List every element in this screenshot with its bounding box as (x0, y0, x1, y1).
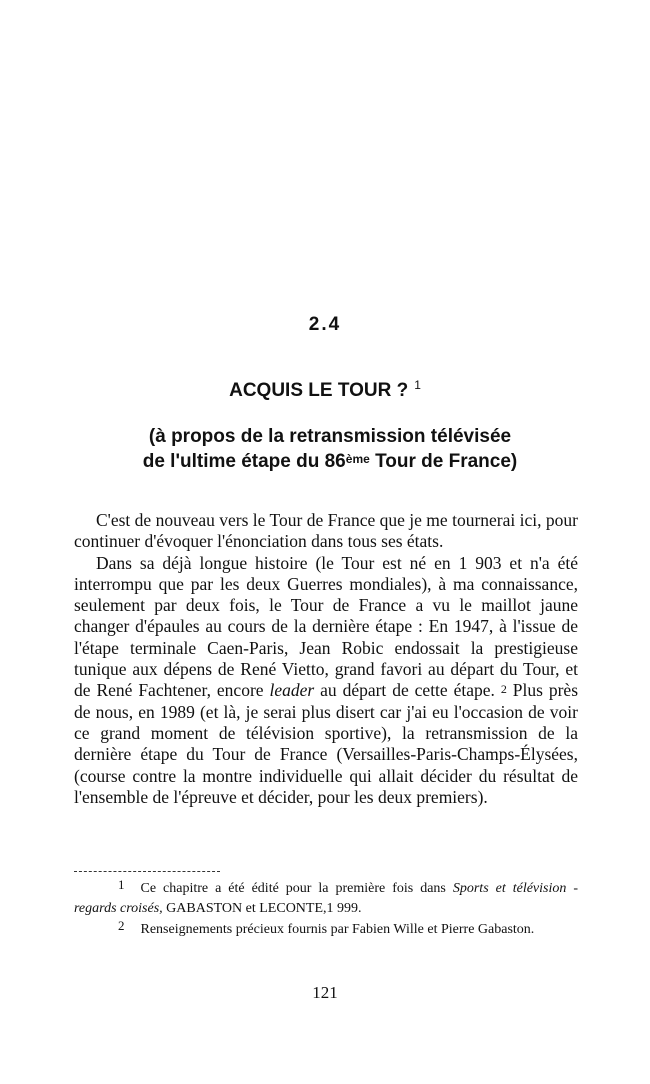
footnote-1-italic: Sports et télévision - regards croisés, (74, 881, 579, 916)
footnote-2-text: Renseignements précieux fournis par Fabien Wille et Pierre Gabaston. (140, 922, 535, 937)
section-number: 2.4 (308, 314, 342, 335)
body-text (74, 510, 578, 808)
footnote-divider (74, 871, 220, 872)
footnote-2-number: 2 (118, 918, 125, 933)
chapter-subtitle (50, 424, 610, 474)
chapter-title (0, 380, 650, 402)
footnote-1-text-before: Ce chapitre a été édité pour la première fois dans (140, 881, 453, 896)
footnote-1 (74, 878, 578, 919)
subtitle-line-2-after: Tour de France) (369, 451, 518, 472)
subtitle-line-2-before: de l'ultime étape du 86 (142, 451, 346, 472)
subtitle-ordinal-suffix: ème (345, 452, 370, 466)
paragraph-2-part-1: Dans sa déjà longue histoire (le Tour est né en 1 903 et n'a été interrompu que par les deux Guerres mondiales), à ma connaissance, seulement par deux fois, le Tour de France a vu le maillot jaune changer d'épaules au cours de la dernière étape : En 1947, à l'issue de l'étape terminale Caen-Paris, Jean Robic endossait la prestigieuse tunique aux dépens de René Vietto, grand favori au départ du Tour, et de René Fachtener, encore (74, 552, 578, 701)
chapter-title-text: ACQUIS LE TOUR ? (229, 380, 409, 401)
paragraph-2-italic: leader (269, 680, 315, 701)
footnote-1-number: 1 (118, 877, 125, 892)
subtitle-line-2 (50, 449, 610, 474)
footnotes (74, 878, 578, 940)
footnote-ref-2: 2 (500, 682, 507, 697)
footnote-2 (74, 919, 578, 940)
paragraph-2-part-3: Plus près de nous, en 1989 (et là, je serai plus disert car j'ai eu l'occasion de voir ce grand moment de télévision sportive), la retransmission de la dernière étape du Tour de France (Versailles-Paris-Champs-Élysées, (course contre la montre individuelle qui allait décider du résultat de l'ensemble de l'épreuve et décider, pour les deux premiers). (74, 680, 579, 807)
page-number: 121 (312, 983, 338, 1002)
chapter-title-note-ref: 1 (414, 378, 421, 392)
footnote-1-text-after: GABASTON et LECONTE,1 999. (162, 901, 362, 916)
subtitle-line-1: (à propos de la retransmission télévisée (148, 426, 512, 447)
paragraph-2 (74, 553, 578, 809)
paragraph-1: C'est de nouveau vers le Tour de France que je me tournerai ici, pour continuer d'évoquer l'énonciation dans tous ses états. (74, 510, 578, 552)
paragraph-2-part-2: au départ de cette étape. (314, 680, 495, 701)
